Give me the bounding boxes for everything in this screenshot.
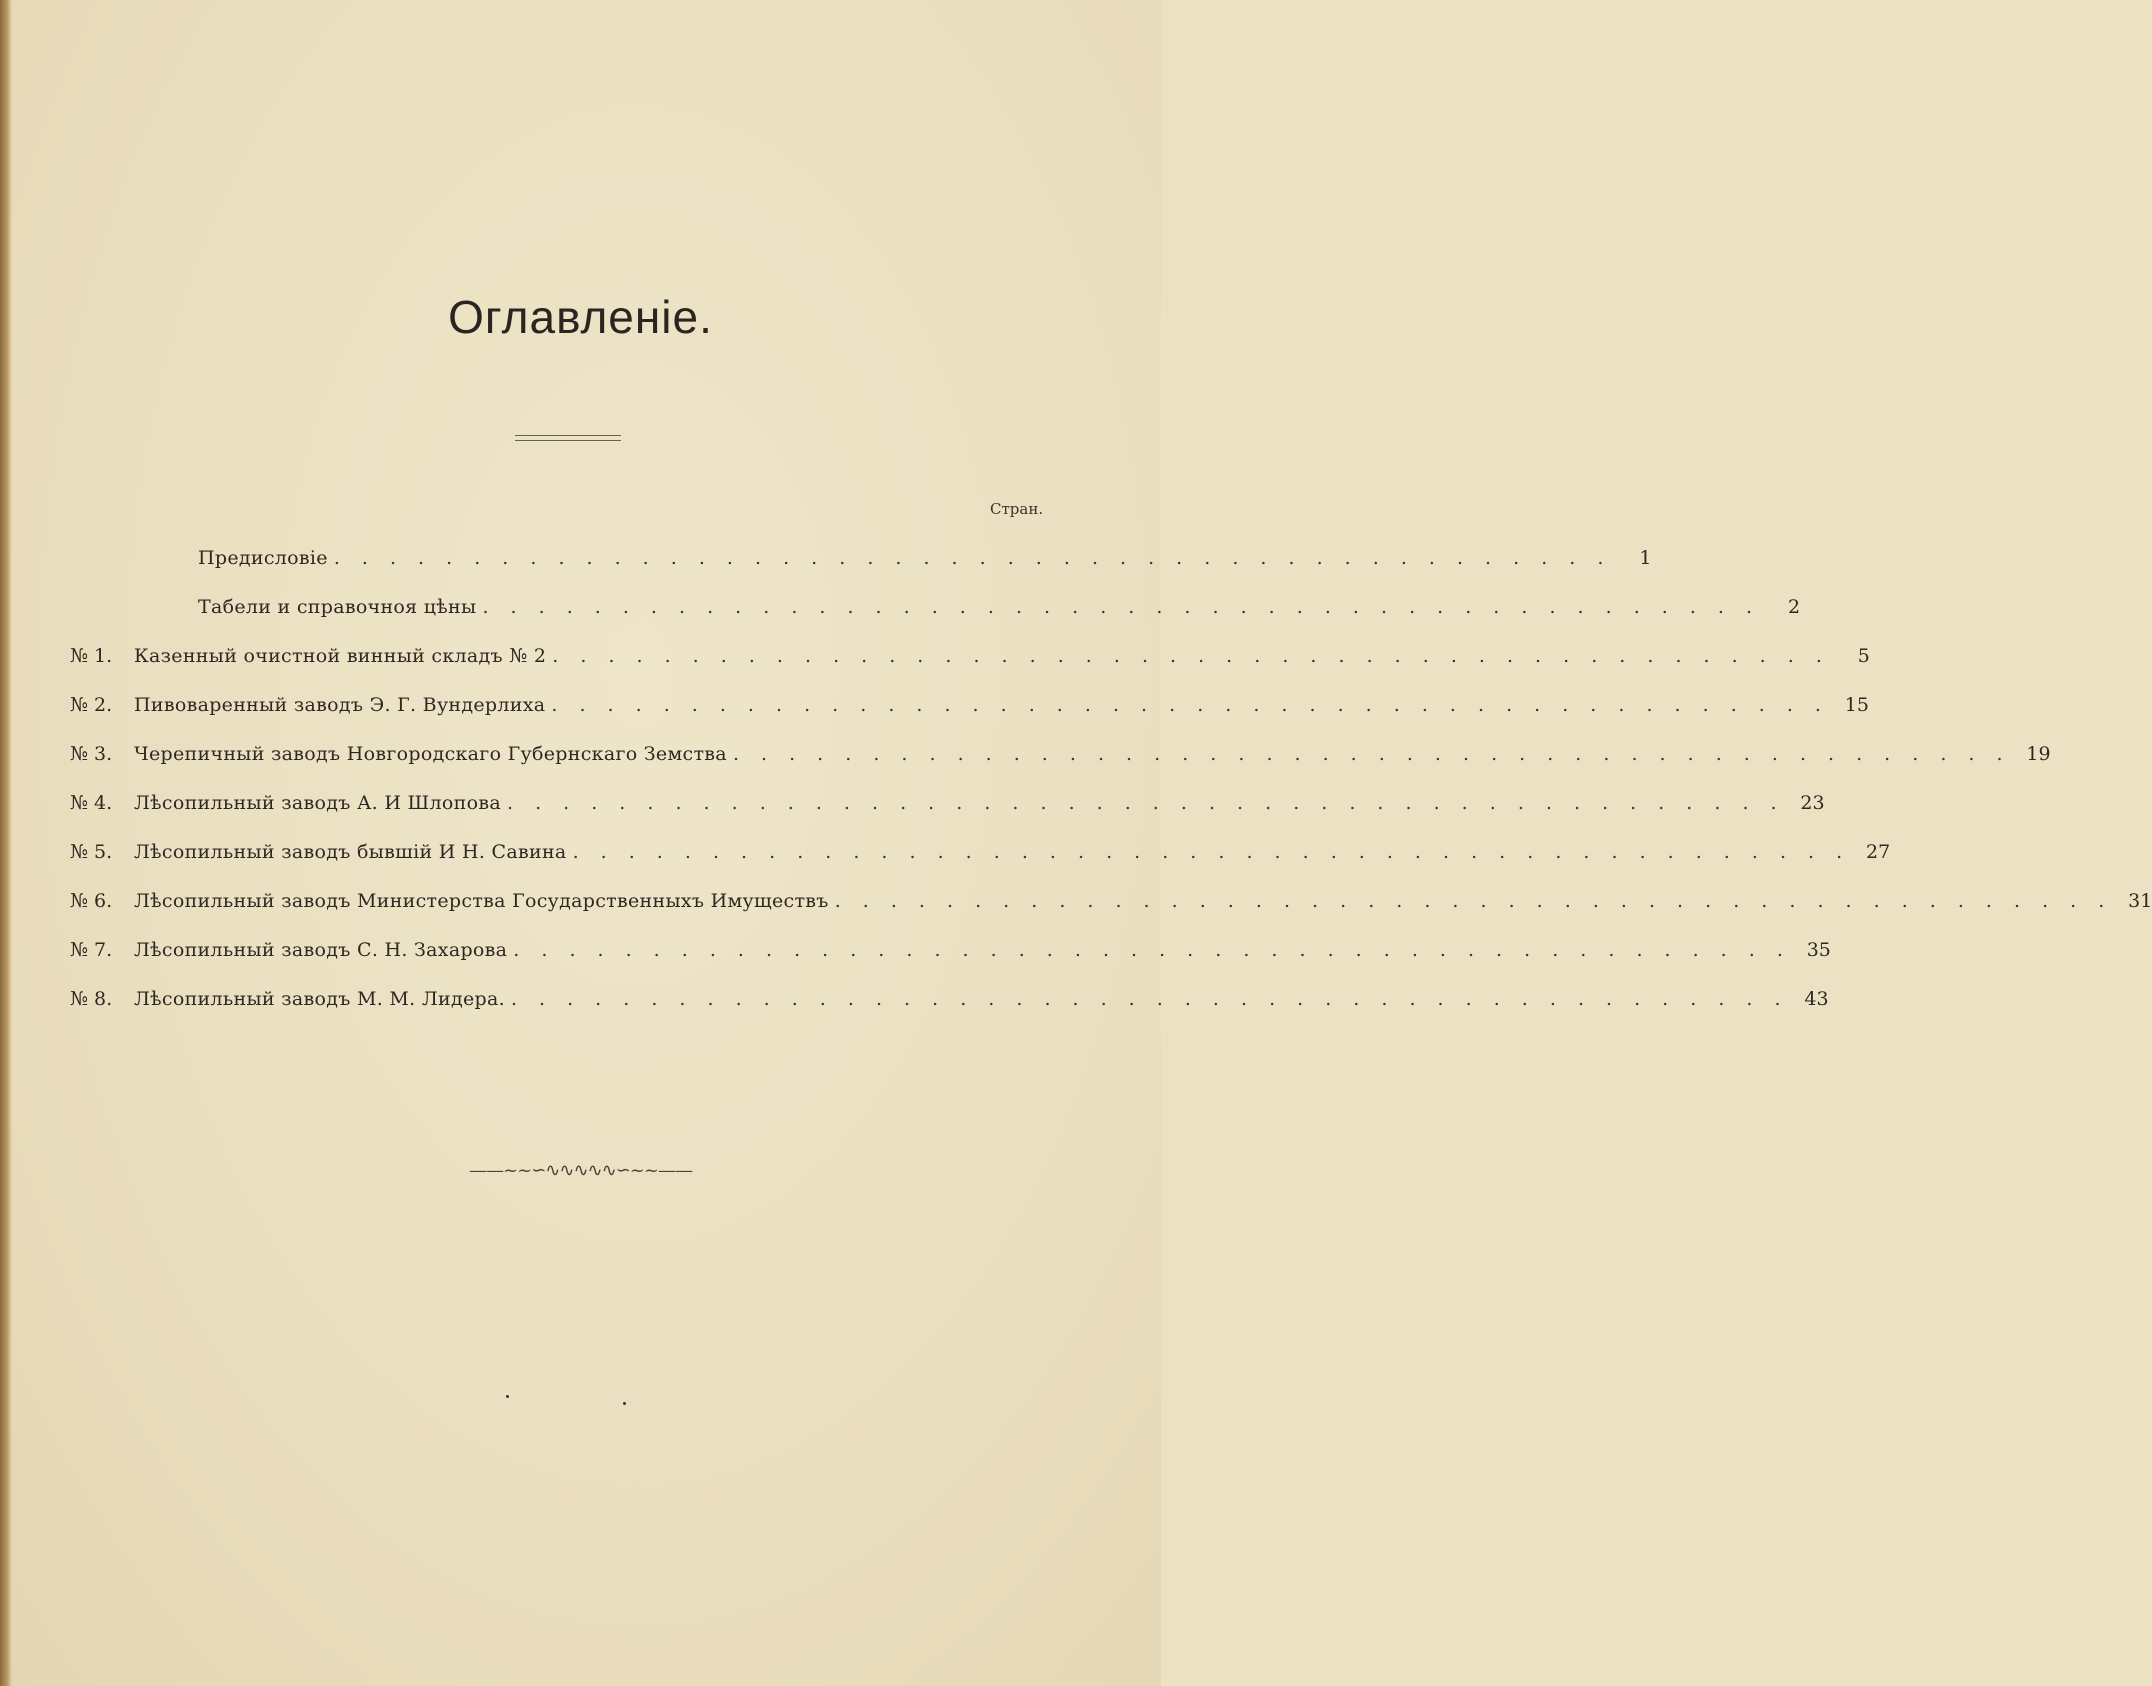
toc-entry-page: 27 (1865, 841, 1891, 863)
page-title: Оглавленіе. (448, 291, 713, 343)
toc-dot-leader: . . . . . . . . . . . . . . . . . . . . . . . . . . . . . . . . . . . . . . . . . . . . . . (510, 988, 1789, 1010)
toc-dot-leader: . . . . . . . . . . . . . . . . . . . . . . . . . . . . . . . . . . . . . . . . . . . . . . (834, 890, 2113, 912)
toc-entry-page: 5 (1857, 645, 1870, 667)
toc-entry (70, 716, 2051, 765)
toc-entry-label: Лѣсопильный заводъ Министерства Государственныхъ Имуществъ (134, 890, 829, 912)
toc-entry-number: № 5. (70, 841, 113, 863)
page-column-header: Стран. (990, 500, 1044, 518)
ink-speck (506, 1395, 509, 1398)
toc-dot-leader: . . . . . . . . . . . . . . . . . . . . . . . . . . . . . . . . . . . . . . . . . . . . . . (732, 743, 2011, 765)
title-rule-second (515, 440, 621, 441)
toc-entry-label: Лѣсопильный заводъ А. И Шлопова (134, 792, 501, 814)
toc-entry-label: Предисловіе (198, 547, 328, 569)
toc-entry (70, 618, 1870, 667)
toc-entry-number: № 2. (70, 694, 113, 716)
ornament-divider: ——~~∽∿∿∿∿∿∽~~—— (469, 1160, 692, 1181)
toc-entry-number: № 8. (70, 988, 113, 1010)
toc-dot-leader: . . . . . . . . . . . . . . . . . . . . . . . . . . . . . . . . . . . . . . . . . . . . . . (506, 792, 1785, 814)
toc-entry-number: № 3. (70, 743, 113, 765)
binding-edge (0, 0, 12, 1686)
table-of-contents (70, 520, 2152, 1010)
toc-entry-label: Лѣсопильный заводъ С. Н. Захарова (134, 939, 508, 961)
toc-entry (70, 667, 1869, 716)
toc-dot-leader: . . . . . . . . . . . . . . . . . . . . . . . . . . . . . . . . . . . . . . . . . . . . . . (482, 596, 1761, 618)
ink-speck (623, 1402, 626, 1405)
toc-entry (70, 961, 1829, 1010)
toc-dot-leader: . . . . . . . . . . . . . . . . . . . . . . . . . . . . . . . . . . . . . . . . . . . . . . (551, 694, 1829, 716)
toc-entry-page: 31 (2128, 890, 2152, 912)
toc-entry (70, 814, 1891, 863)
toc-entry-number: № 6. (70, 890, 113, 912)
toc-entry-number: № 7. (70, 939, 113, 961)
toc-entry-page: 43 (1804, 988, 1829, 1010)
toc-entry-label: Черепичный заводъ Новгородскаго Губернскаго Земства (134, 743, 727, 765)
toc-entry-number: № 4. (70, 792, 113, 814)
toc-dot-leader: . . . . . . . . . . . . . . . . . . . . . . . . . . . . . . . . . . . . . . . . . . . . . . (552, 645, 1830, 667)
toc-entry-label: Лѣсопильный заводъ М. М. Лидера. (134, 988, 505, 1010)
toc-entry-page: 2 (1787, 596, 1801, 618)
toc-entry (70, 765, 1825, 814)
toc-entry-page: 15 (1844, 694, 1869, 716)
toc-entry-page: 23 (1800, 792, 1825, 814)
toc-dot-leader: . . . . . . . . . . . . . . . . . . . . . . . . . . . . . . . . . . . . . . . . . . . . . . (572, 841, 1851, 863)
toc-entry-label: Пивоваренный заводъ Э. Г. Вундерлиха (134, 694, 546, 716)
toc-entry (70, 912, 1831, 961)
toc-entry-label: Казенный очистной винный складъ № 2 (134, 645, 547, 667)
toc-entry-label: Табели и справочноя цѣны (198, 596, 477, 618)
toc-entry-page: 1 (1639, 547, 1652, 569)
title-rule (515, 435, 621, 436)
toc-dot-leader: . . . . . . . . . . . . . . . . . . . . . . . . . . . . . . . . . . . . . . . . . . . . . . (333, 547, 1612, 569)
toc-entry (70, 863, 2152, 912)
toc-dot-leader: . . . . . . . . . . . . . . . . . . . . . . . . . . . . . . . . . . . . . . . . . . . . . . (513, 939, 1791, 961)
toc-entry-page: 19 (2026, 743, 2051, 765)
toc-entry (70, 569, 1801, 618)
toc-entry-label: Лѣсопильный заводъ бывшій И Н. Савина (134, 841, 567, 863)
toc-entry-number: № 1. (70, 645, 113, 667)
toc-entry-page: 35 (1806, 939, 1831, 961)
toc-entry (70, 520, 1652, 569)
